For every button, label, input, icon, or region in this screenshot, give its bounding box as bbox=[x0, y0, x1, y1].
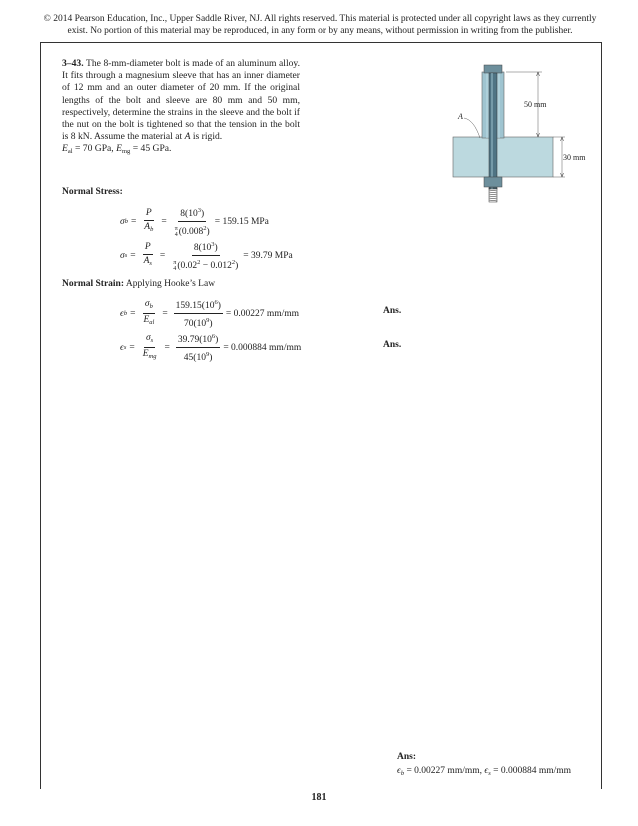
nut bbox=[484, 177, 502, 187]
strain-sleeve-result: = 0.000884 mm/mm bbox=[223, 342, 302, 353]
strain-bolt-equation: ϵ b = $\frac{\sigma_b}{E_{al}}$ = $\frac{159.15(10^6)}{70(10^9)}$ = 0.00227 mm/mm bbox=[120, 299, 300, 329]
bolt-shank bbox=[489, 73, 497, 189]
strain-sleeve-equation: ϵ s = $\frac{\sigma_s}{E_{mg}}$ = $\frac{39.79(10^6)}{45(10^9)}$ = 0.000884 mm/mm bbox=[120, 333, 302, 363]
dim-30mm-label: 30 mm bbox=[563, 153, 586, 162]
bolt-head bbox=[484, 65, 502, 73]
problem-text-end: is rigid. bbox=[192, 131, 223, 143]
stress-sleeve-equation: σ s = $\frac{P}{A_s}$ = $8(10^3)$ π 4 $(0.02^2 - 0.012^2)$ = 39.79 MPa bbox=[120, 241, 293, 272]
rigid-base bbox=[453, 137, 553, 177]
answer-summary bbox=[397, 750, 571, 781]
ans-label-sleeve: Ans. bbox=[383, 340, 402, 350]
problem-number: 3–43. bbox=[62, 58, 84, 69]
page-number: 181 bbox=[311, 792, 327, 803]
problem-text: The 8-mm-diameter bolt is made of an aluminum alloy. It fits through a magnesium sleeve that has an inner diameter of 12 mm and an outer diameter of 20 mm. If the original lengths of the bolt and sleeve are 80 mm and 50 mm, respectively, determine the strains in the sleeve and the bolt if the nut on the bolt is tightened so that the tension in the bolt is 8 kN. Assume the material at bbox=[62, 58, 300, 143]
material-properties: $E_{al} = 70$ GPa, $E_{mg} = 45$ GPa. bbox=[62, 143, 172, 156]
answer-summary-values: $\epsilon_b = 0.00227$ mm/mm, $\epsilon_s = 0.000884$ mm/mm bbox=[397, 766, 572, 777]
strain-bolt-result: = 0.00227 mm/mm bbox=[225, 308, 300, 319]
copyright-notice: © 2014 Pearson Education, Inc., Upper Saddle River, NJ. All rights reserved. This material is protected under all copyright laws as they currently exist. No portion of this material may be reproduced, in any form or by any means, without permission in writing from the publisher. bbox=[43, 14, 597, 36]
stress-bolt-equation: σ b = $\frac{P}{A_b}$ = $8(10^3)$ π 4 (0.008$^2$) = 159.15 MPa bbox=[120, 207, 269, 238]
bolt-sleeve-figure bbox=[450, 60, 600, 210]
label-a: A bbox=[458, 112, 463, 121]
normal-strain-heading: Normal Strain: Applying Hooke’s Law bbox=[62, 279, 216, 289]
stress-bolt-result: = 159.15 MPa bbox=[214, 216, 269, 227]
dim-50mm-label: 50 mm bbox=[524, 100, 547, 109]
answer-summary-label: Ans: bbox=[397, 752, 417, 762]
stress-sleeve-result: = 39.79 MPa bbox=[243, 250, 293, 261]
normal-stress-heading: Normal Stress: bbox=[62, 187, 123, 197]
point-a-label: A bbox=[184, 131, 191, 143]
ans-label-bolt: Ans. bbox=[383, 306, 402, 316]
problem-statement bbox=[62, 58, 300, 159]
